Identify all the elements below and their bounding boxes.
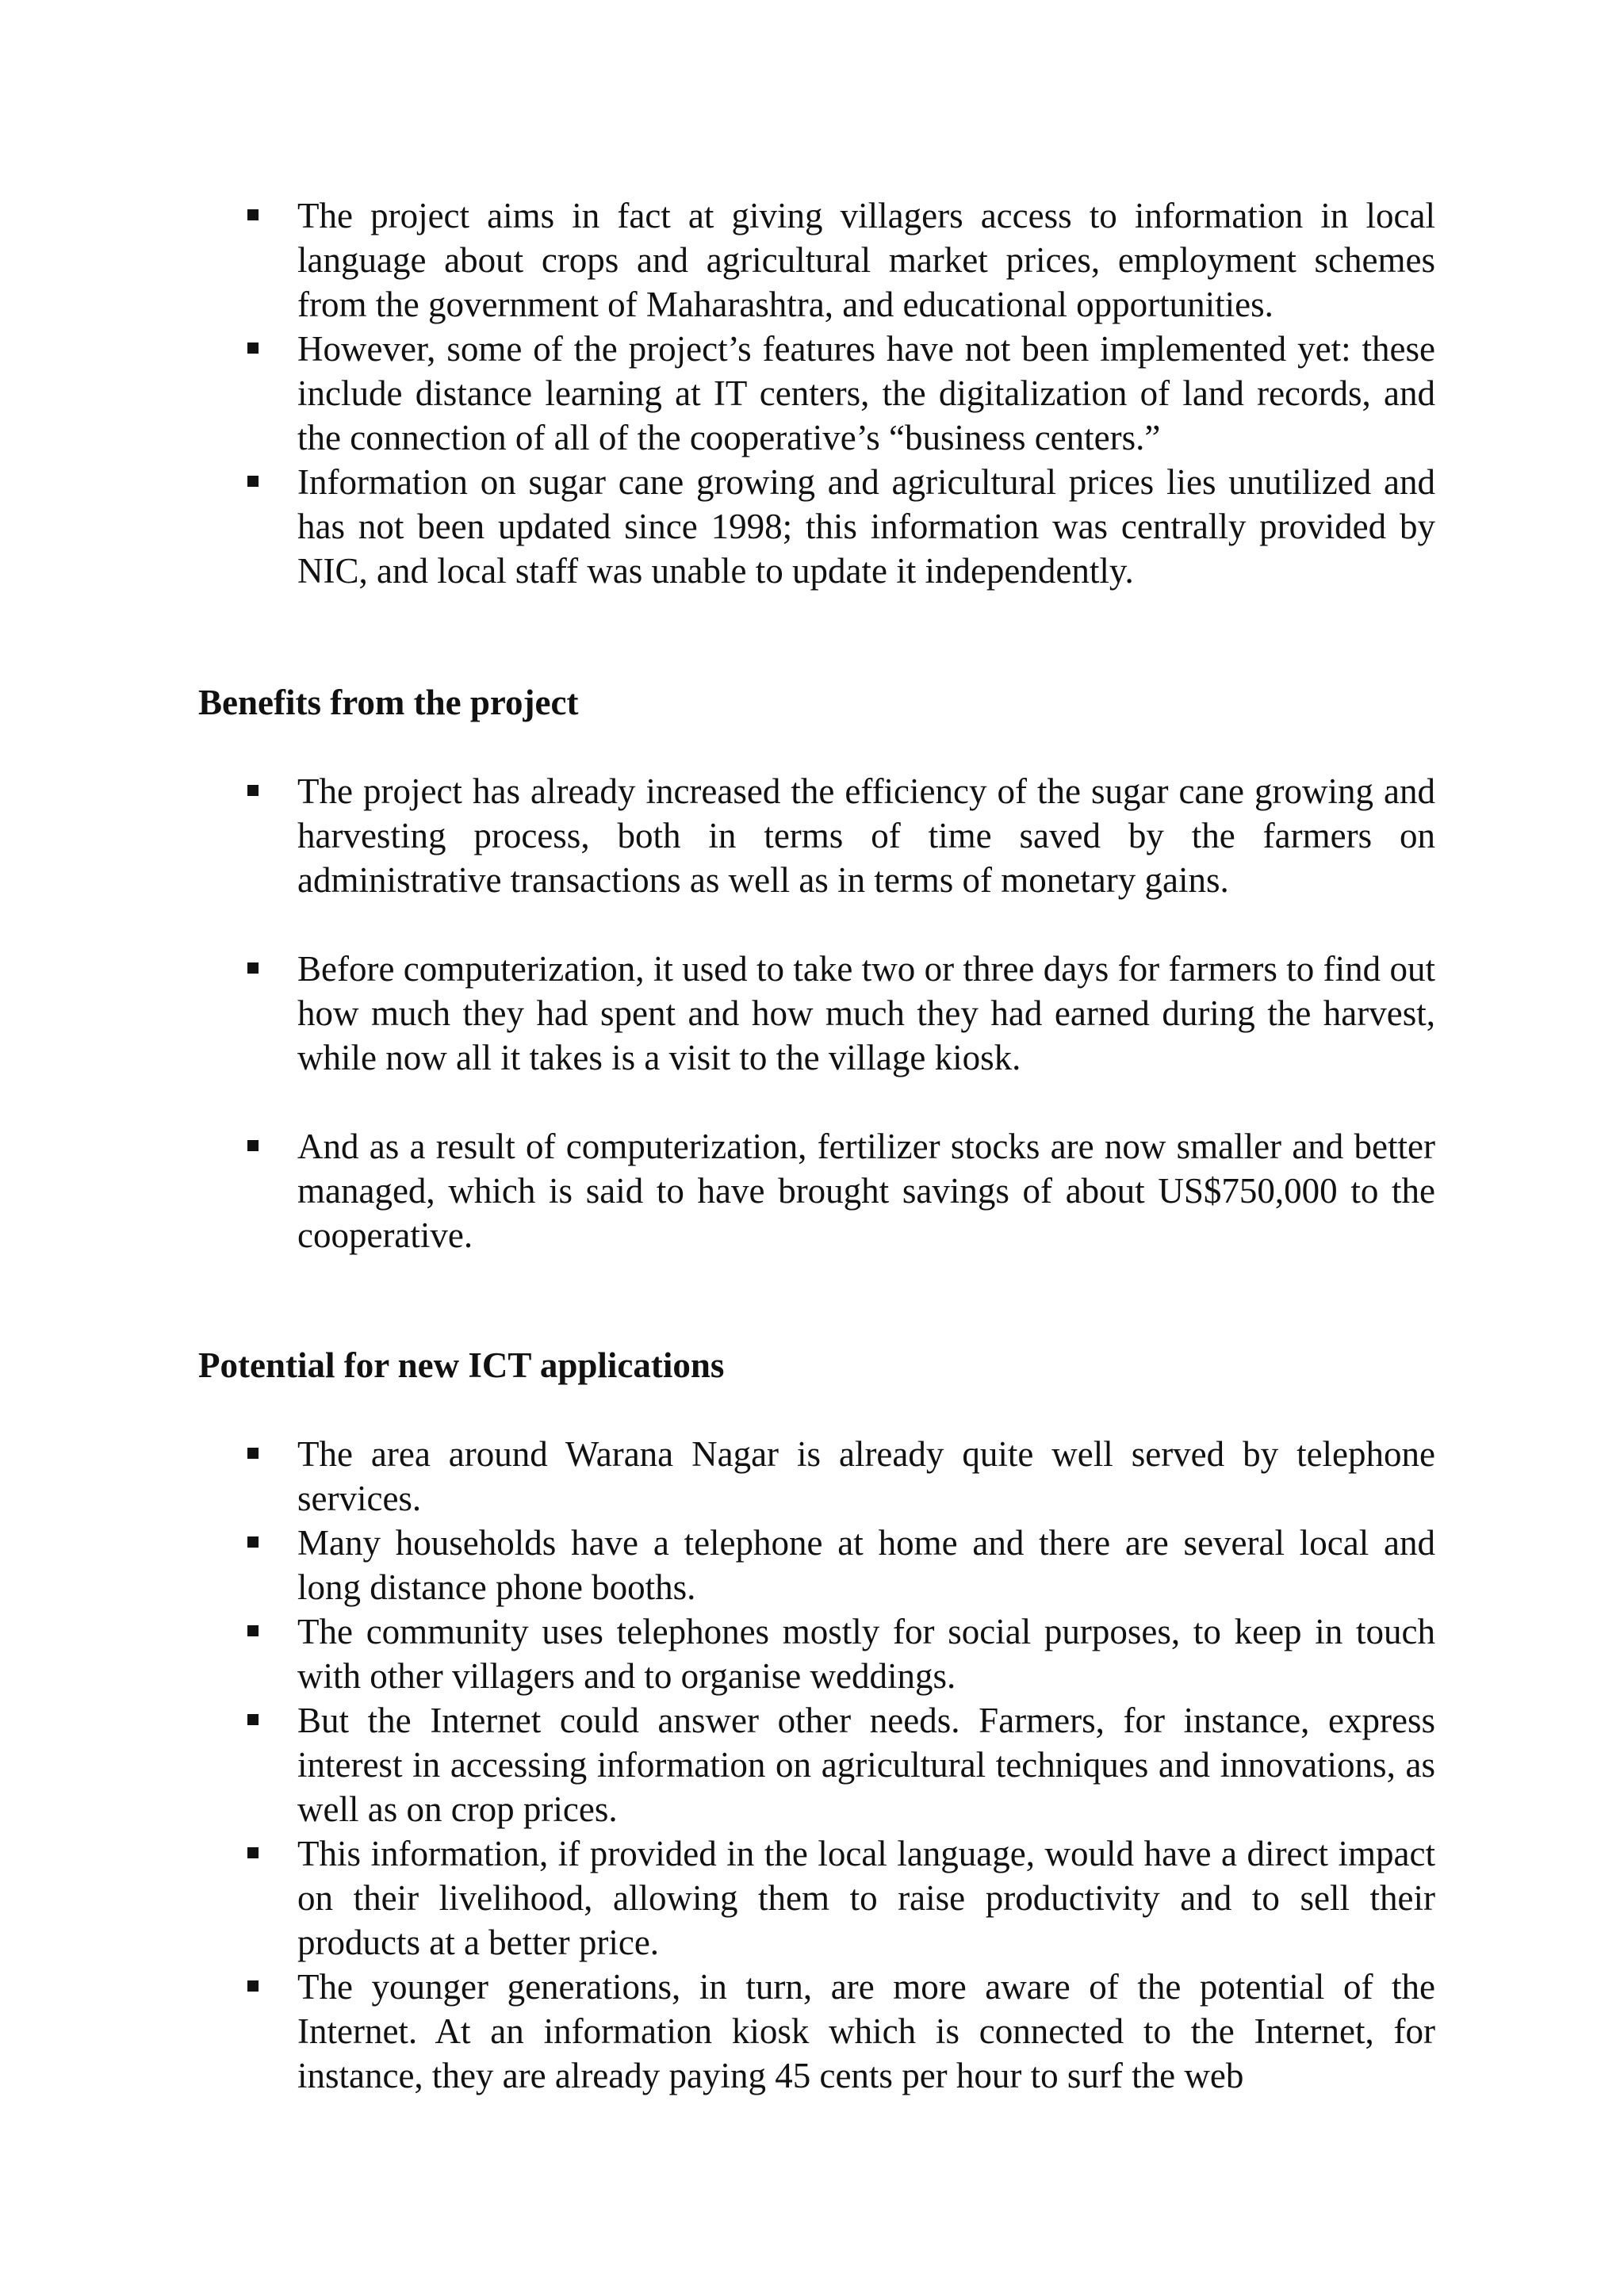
potential-bullet-list <box>198 1432 1435 2098</box>
bullet-text: Before computerization, it used to take two or three days for farmers to find out how much they had spent and how much they had earned during the harvest, while now all it takes is a visit to the village kiosk. <box>297 949 1435 1077</box>
square-bullet-icon <box>247 342 259 354</box>
bullet-text: The community uses telephones mostly for social purposes, to keep in touch with other villagers and to organise weddings. <box>297 1612 1435 1696</box>
list-item <box>198 460 1435 593</box>
square-bullet-icon <box>247 785 259 796</box>
list-item <box>198 1521 1435 1609</box>
list-item <box>198 1965 1435 2098</box>
top-bullet-section <box>198 193 1435 593</box>
bullet-text: But the Internet could answer other needs. Farmers, for instance, express interest in accessing information on agricultural techniques and innovations, as well as on crop prices. <box>297 1701 1435 1829</box>
bullet-text: The younger generations, in turn, are more aware of the potential of the Internet. At an information kiosk which is connected to the Internet, for instance, they are already paying 45 cents per hour to surf the web <box>297 1967 1435 2095</box>
potential-heading: Potential for new ICT applications <box>198 1345 725 1385</box>
square-bullet-icon <box>247 1140 259 1151</box>
list-item <box>198 769 1435 902</box>
square-bullet-icon <box>247 476 259 487</box>
potential-bullet-section <box>198 1432 1435 2098</box>
list-item <box>198 1432 1435 1521</box>
square-bullet-icon <box>247 1448 259 1459</box>
list-item <box>198 1698 1435 1831</box>
list-item <box>198 947 1435 1080</box>
bullet-text: However, some of the project’s features have not been implemented yet: these include distance learning at IT centers, the digitalization of land records, and the connection of all of the cooperative’s “business centers.” <box>297 329 1435 457</box>
top-bullet-list <box>198 193 1435 593</box>
square-bullet-icon <box>247 962 259 974</box>
bullet-text: Many households have a telephone at home and there are several local and long distance phone booths. <box>297 1523 1435 1607</box>
bullet-text: This information, if provided in the local language, would have a direct impact on their livelihood, allowing them to raise productivity and to sell their products at a better price. <box>297 1834 1435 1962</box>
bullet-text: The project has already increased the efficiency of the sugar cane growing and harvesting process, both in terms of time saved by the farmers on administrative transactions as well as in terms of monetary gains. <box>297 771 1435 900</box>
benefits-bullet-list <box>198 769 1435 1257</box>
square-bullet-icon <box>247 1536 259 1548</box>
square-bullet-icon <box>247 209 259 220</box>
list-item <box>198 1609 1435 1698</box>
list-item <box>198 1124 1435 1257</box>
bullet-text: The area around Warana Nagar is already quite well served by telephone services. <box>297 1434 1435 1518</box>
list-item <box>198 1831 1435 1965</box>
list-item <box>198 193 1435 327</box>
benefits-heading: Benefits from the project <box>198 683 579 722</box>
bullet-text: The project aims in fact at giving villagers access to information in local language about crops and agricultural market prices, employment schemes from the government of Maharashtra, and educational opportunities. <box>297 196 1435 324</box>
square-bullet-icon <box>247 1847 259 1858</box>
square-bullet-icon <box>247 1625 259 1636</box>
bullet-text: And as a result of computerization, fertilizer stocks are now smaller and better managed, which is said to have brought savings of about US$750,000 to the cooperative. <box>297 1127 1435 1255</box>
square-bullet-icon <box>247 1980 259 1992</box>
list-item <box>198 327 1435 460</box>
benefits-bullet-section <box>198 769 1435 1257</box>
square-bullet-icon <box>247 1714 259 1725</box>
bullet-text: Information on sugar cane growing and agricultural prices lies unutilized and has not been updated since 1998; this information was centrally provided by NIC, and local staff was unable to update it independently. <box>297 462 1435 591</box>
